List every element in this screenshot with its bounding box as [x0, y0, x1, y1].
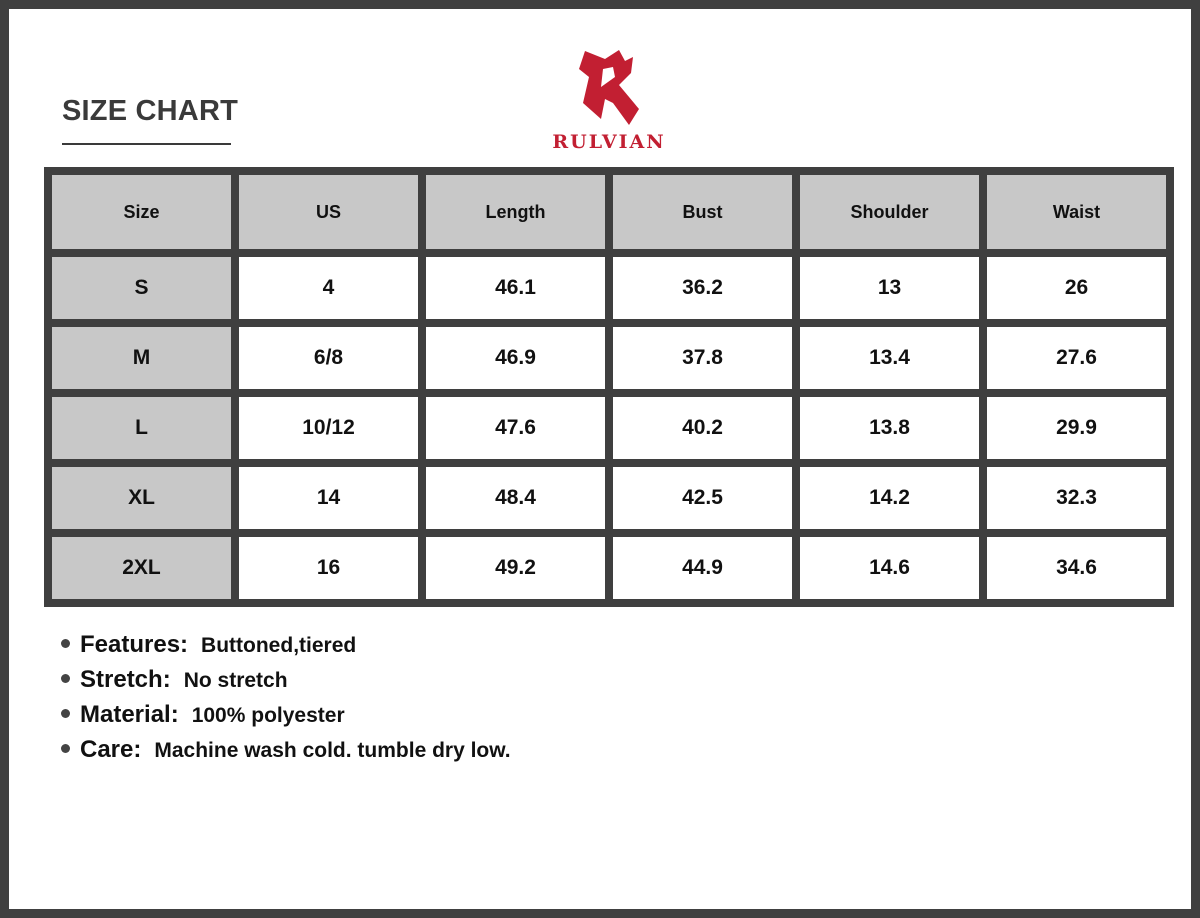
- size-cell: L: [52, 397, 231, 459]
- size-cell: XL: [52, 467, 231, 529]
- feature-label: Stretch:: [80, 666, 171, 693]
- feature-value: 100% polyester: [191, 704, 345, 727]
- feature-value: No stretch: [183, 669, 288, 692]
- column-header-bust: Bust: [613, 175, 792, 249]
- column-header-waist: Waist: [987, 175, 1166, 249]
- bust-cell: 42.5: [613, 467, 792, 529]
- waist-cell: 34.6: [987, 537, 1166, 599]
- product-features-list: [61, 631, 511, 771]
- waist-cell: 26: [987, 257, 1166, 319]
- bullet-icon: [61, 744, 70, 753]
- column-header-length: Length: [426, 175, 605, 249]
- feature-label: Care:: [80, 736, 142, 763]
- length-cell: 47.6: [426, 397, 605, 459]
- us-cell: 10/12: [239, 397, 418, 459]
- feature-item-stretch: [61, 666, 511, 701]
- us-cell: 14: [239, 467, 418, 529]
- feature-item-features: [61, 631, 511, 666]
- title-underline: [62, 143, 231, 145]
- feature-label: Material:: [80, 701, 179, 728]
- feature-label: Features:: [80, 631, 189, 658]
- table-row: [52, 257, 1166, 319]
- bullet-icon: [61, 709, 70, 718]
- column-header-shoulder: Shoulder: [800, 175, 979, 249]
- table-row: [52, 327, 1166, 389]
- brand-logo: [537, 47, 681, 155]
- length-cell: 49.2: [426, 537, 605, 599]
- size-cell: M: [52, 327, 231, 389]
- column-header-us: US: [239, 175, 418, 249]
- table-header-row: [52, 175, 1166, 249]
- bullet-icon: [61, 639, 70, 648]
- bust-cell: 40.2: [613, 397, 792, 459]
- bust-cell: 36.2: [613, 257, 792, 319]
- us-cell: 4: [239, 257, 418, 319]
- feature-item-care: [61, 736, 511, 771]
- us-cell: 6/8: [239, 327, 418, 389]
- bust-cell: 44.9: [613, 537, 792, 599]
- feature-value: Machine wash cold. tumble dry low.: [154, 739, 511, 762]
- length-cell: 48.4: [426, 467, 605, 529]
- shoulder-cell: 14.6: [800, 537, 979, 599]
- bust-cell: 37.8: [613, 327, 792, 389]
- table-row: [52, 397, 1166, 459]
- bullet-icon: [61, 674, 70, 683]
- brand-name: RULVIAN: [552, 131, 666, 153]
- size-cell: 2XL: [52, 537, 231, 599]
- shoulder-cell: 13.4: [800, 327, 979, 389]
- feature-value: Buttoned,tiered: [201, 634, 357, 657]
- table-row: [52, 467, 1166, 529]
- waist-cell: 32.3: [987, 467, 1166, 529]
- brand-r-logo-icon: [575, 47, 645, 127]
- waist-cell: 29.9: [987, 397, 1166, 459]
- shoulder-cell: 14.2: [800, 467, 979, 529]
- length-cell: 46.9: [426, 327, 605, 389]
- table-row: [52, 537, 1166, 599]
- feature-item-material: [61, 701, 511, 736]
- size-cell: S: [52, 257, 231, 319]
- page-title: SIZE CHART: [62, 95, 238, 127]
- shoulder-cell: 13.8: [800, 397, 979, 459]
- us-cell: 16: [239, 537, 418, 599]
- column-header-size: Size: [52, 175, 231, 249]
- size-table: [44, 167, 1174, 607]
- length-cell: 46.1: [426, 257, 605, 319]
- waist-cell: 27.6: [987, 327, 1166, 389]
- shoulder-cell: 13: [800, 257, 979, 319]
